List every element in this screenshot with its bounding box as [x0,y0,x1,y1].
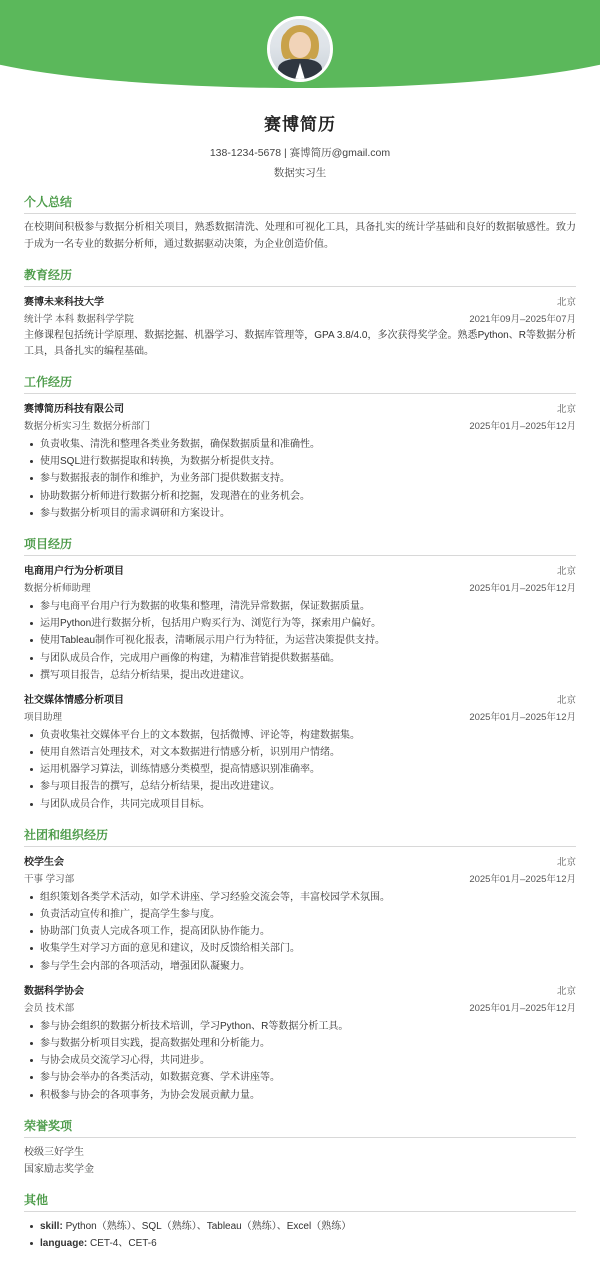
list-item: 使用Tableau制作可视化报表，清晰展示用户行为特征，为运营决策提供支持。 [40,632,576,649]
organization-date: 2025年01月–2025年12月 [469,873,576,885]
list-item: 参与数据报表的制作和维护，为业务部门提供数据支持。 [40,470,576,487]
education-entry-header [24,293,576,308]
section-title-organizations: 社团和组织经历 [24,826,576,847]
list-item: 组织策划各类学术活动，如学术讲座、学习经验交流会等，丰富校园学术氛围。 [40,889,576,906]
project-role: 项目助理 [24,711,63,723]
section-title-education: 教育经历 [24,266,576,287]
list-item: 参与数据分析项目实践，提高数据处理和分析能力。 [40,1035,576,1052]
section-others [24,1191,576,1252]
section-title-work: 工作经历 [24,373,576,394]
language-label: language: [40,1237,88,1249]
avatar [267,16,333,82]
list-item: 运用机器学习算法，训练情感分类模型，提高情感识别准确率。 [40,761,576,778]
project-bullets [24,598,576,684]
work-role: 数据分析实习生 数据分析部门 [24,421,151,432]
page-title: 赛博简历 [264,115,336,134]
list-item: 协助部门负责人完成各项工作，提高团队协作能力。 [40,923,576,940]
education-location: 北京 [556,297,576,308]
project-entry-subheader [24,577,576,594]
section-projects [24,535,576,813]
work-bullets [24,436,576,522]
organization-entry-header [24,982,576,997]
organization-bullets [24,889,576,975]
list-item: 协助数据分析师进行数据分析和挖掘，发现潜在的业务机会。 [40,488,576,505]
work-company: 赛博简历科技有限公司 [24,404,124,415]
summary-text: 在校期间积极参与数据分析相关项目，熟悉数据清洗、处理和可视化工具，具备扎实的统计学基础和良好的数据敏感性。致力于成为一名专业的数据分析师，通过数据驱动决策，为企业创造价值。 [24,222,576,250]
list-item: 使用SQL进行数据提取和转换，为数据分析提供支持。 [40,453,576,470]
skill-label: skill: [40,1220,63,1232]
project-entry-header [24,562,576,577]
education-date: 2021年09月–2025年07月 [469,314,576,325]
organization-entry-subheader [24,997,576,1014]
section-honors [24,1117,576,1178]
identity-block [0,96,600,180]
project-location: 北京 [556,694,576,706]
skill-value: Python（熟练）、SQL（熟练）、Tableau（熟练）、Excel（熟练） [62,1220,352,1232]
education-major: 统计学 本科 数据科学学院 [24,314,134,325]
work-date: 2025年01月–2025年12月 [469,421,576,432]
list-item: 负责收集、清洗和整理各类业务数据，确保数据质量和准确性。 [40,436,576,453]
list-item [40,1235,576,1252]
project-name: 社交媒体情感分析项目 [24,694,124,706]
honor-line: 国家励志奖学金 [24,1163,94,1175]
organization-entry-header [24,853,576,868]
project-entry-subheader [24,706,576,723]
organization-date: 2025年01月–2025年12月 [469,1002,576,1014]
organization-entry [24,982,576,1104]
section-work [24,373,576,522]
project-entry [24,691,576,813]
list-item: 负责收集社交媒体平台上的文本数据，包括微博、评论等，构建数据集。 [40,727,576,744]
project-entry-header [24,691,576,706]
list-item: 参与项目报告的撰写，总结分析结果，提出改进建议。 [40,778,576,795]
avatar-face [289,32,311,58]
section-title-projects: 项目经历 [24,535,576,556]
list-item [40,1218,576,1235]
education-description: 主修课程包括统计学原理、数据挖掘、机器学习、数据库管理等，GPA 3.8/4.0，多次获得奖学金。熟悉Python、R等数据分析工具，具备扎实的编程基础。 [24,330,576,357]
list-item: 参与协会组织的数据分析技术培训，学习Python、R等数据分析工具。 [40,1018,576,1035]
section-education [24,266,576,360]
honor-line: 校级三好学生 [24,1146,84,1158]
work-entry [24,400,576,522]
organization-role: 干事 学习部 [24,873,75,885]
organization-name: 校学生会 [24,856,64,868]
organization-name: 数据科学协会 [24,985,84,997]
list-item: 收集学生对学习方面的意见和建议，及时反馈给相关部门。 [40,940,576,957]
list-item: 参与协会举办的各类活动，如数据竞赛、学术讲座等。 [40,1069,576,1086]
organization-location: 北京 [556,856,576,868]
education-entry [24,293,576,360]
project-role: 数据分析师助理 [24,582,91,594]
organization-role: 会员 技术部 [24,1002,75,1014]
section-title-others: 其他 [24,1191,576,1212]
resume-content [0,193,600,1270]
list-item: 运用Python进行数据分析，包括用户购买行为、浏览行为等，探索用户偏好。 [40,615,576,632]
project-date: 2025年01月–2025年12月 [469,711,576,723]
section-summary [24,193,576,253]
education-entry-subheader [24,308,576,325]
list-item: 参与数据分析项目的需求调研和方案设计。 [40,505,576,522]
avatar-photo [270,19,330,79]
project-entry [24,562,576,684]
list-item: 与协会成员交流学习心得，共同进步。 [40,1052,576,1069]
organization-location: 北京 [556,985,576,997]
list-item: 参与电商平台用户行为数据的收集和整理，清洗异常数据，保证数据质量。 [40,598,576,615]
section-organizations [24,826,576,1104]
work-entry-header [24,400,576,415]
header-banner [0,0,600,96]
contact-line: 138-1234-5678 | 赛博简历@gmail.com [209,147,391,159]
list-item: 与团队成员合作，完成用户画像的构建，为精准营销提供数据基础。 [40,650,576,667]
list-item: 撰写项目报告，总结分析结果，提出改进建议。 [40,667,576,684]
project-bullets [24,727,576,813]
project-location: 北京 [556,565,576,577]
language-value: CET-4、CET-6 [87,1237,157,1249]
education-school: 赛博未来科技大学 [24,297,104,308]
others-bullets [24,1218,576,1252]
list-item: 参与学生会内部的各项活动，增强团队凝聚力。 [40,958,576,975]
list-item: 负责活动宣传和推广，提高学生参与度。 [40,906,576,923]
list-item: 使用自然语言处理技术，对文本数据进行情感分析，识别用户情绪。 [40,744,576,761]
target-role: 数据实习生 [273,167,327,179]
project-date: 2025年01月–2025年12月 [469,582,576,594]
list-item: 积极参与协会的各项事务，为协会发展贡献力量。 [40,1087,576,1104]
organization-entry-subheader [24,868,576,885]
work-entry-subheader [24,415,576,432]
work-location: 北京 [556,404,576,415]
organization-bullets [24,1018,576,1104]
organization-entry [24,853,576,975]
section-title-honors: 荣誉奖项 [24,1117,576,1138]
list-item: 与团队成员合作，共同完成项目目标。 [40,796,576,813]
project-name: 电商用户行为分析项目 [24,565,124,577]
section-title-summary: 个人总结 [24,193,576,214]
